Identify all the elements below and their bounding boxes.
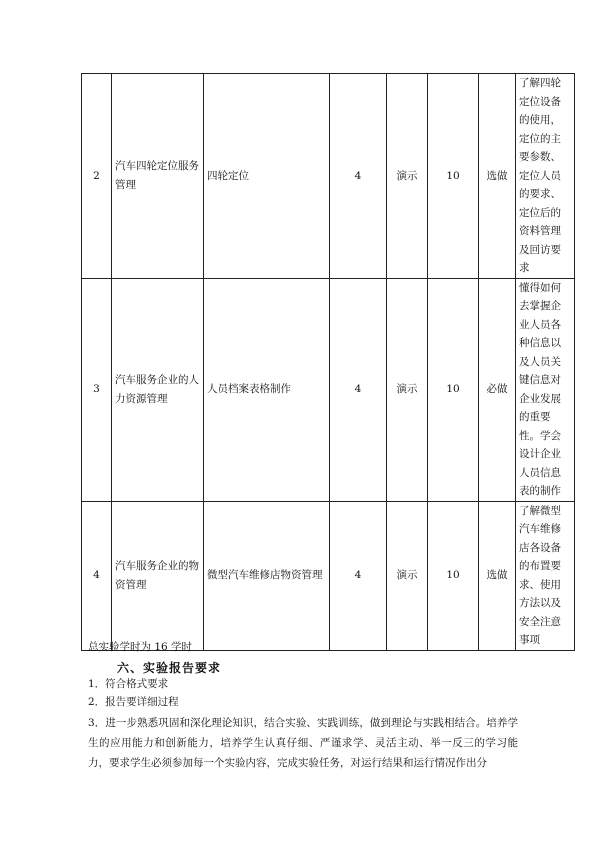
class-hours: 4 bbox=[330, 501, 387, 650]
experiment-objective: 了解微型汽车维修店各设备的布置要求、使用方法以及安全注意事项 bbox=[516, 501, 575, 650]
group-size: 10 bbox=[428, 278, 479, 501]
experiment-item: 微型汽车维修店物资管理 bbox=[204, 501, 330, 650]
required-flag: 选做 bbox=[479, 74, 516, 279]
required-flag: 必做 bbox=[479, 278, 516, 501]
experiment-item: 人员档案表格制作 bbox=[204, 278, 330, 501]
experiment-objective: 懂得如何去掌握企业人员各种信息以及人员关键信息对企业发展的重要性。学会设计企业人员信息表的制作 bbox=[516, 278, 575, 501]
requirement-item: 2．报告要详细过程 bbox=[88, 696, 179, 708]
experiment-table bbox=[81, 73, 575, 651]
requirement-paragraph: 3．进一步熟悉巩固和深化理论知识，结合实验、实践训练，做到理论与实践相结合。培养学生的应用能力和创新能力，培养学生认真仔细、严谨求学、灵活主动、举一反三的学习能力，要求学生必须参加每一个实验内容，完成实验任务，对运行结果和运行情况作出分 bbox=[88, 717, 518, 769]
total-hours: 总实验学时为 16 学时 bbox=[88, 641, 193, 653]
row-number: 3 bbox=[82, 278, 112, 501]
project-name: 汽车服务企业的人力资源管理 bbox=[112, 278, 204, 501]
table-row bbox=[82, 278, 575, 501]
experiment-item: 四轮定位 bbox=[204, 74, 330, 279]
project-name: 汽车服务企业的物资管理 bbox=[112, 501, 204, 650]
row-number: 4 bbox=[82, 501, 112, 650]
group-size: 10 bbox=[428, 74, 479, 279]
experiment-type: 演示 bbox=[387, 278, 428, 501]
table-row bbox=[82, 74, 575, 279]
experiment-objective: 了解四轮定位设备的使用，定位的主要参数、定位人员的要求、定位后的资料管理及回访要求 bbox=[516, 74, 575, 279]
project-name: 汽车四轮定位服务管理 bbox=[112, 74, 204, 279]
experiment-type: 演示 bbox=[387, 74, 428, 279]
table-row bbox=[82, 501, 575, 650]
class-hours: 4 bbox=[330, 74, 387, 279]
experiment-type: 演示 bbox=[387, 501, 428, 650]
requirement-item: 1．符合格式要求 bbox=[88, 678, 169, 690]
required-flag: 选做 bbox=[479, 501, 516, 650]
section-heading: 六、实验报告要求 bbox=[117, 661, 222, 675]
class-hours: 4 bbox=[330, 278, 387, 501]
row-number: 2 bbox=[82, 74, 112, 279]
group-size: 10 bbox=[428, 501, 479, 650]
